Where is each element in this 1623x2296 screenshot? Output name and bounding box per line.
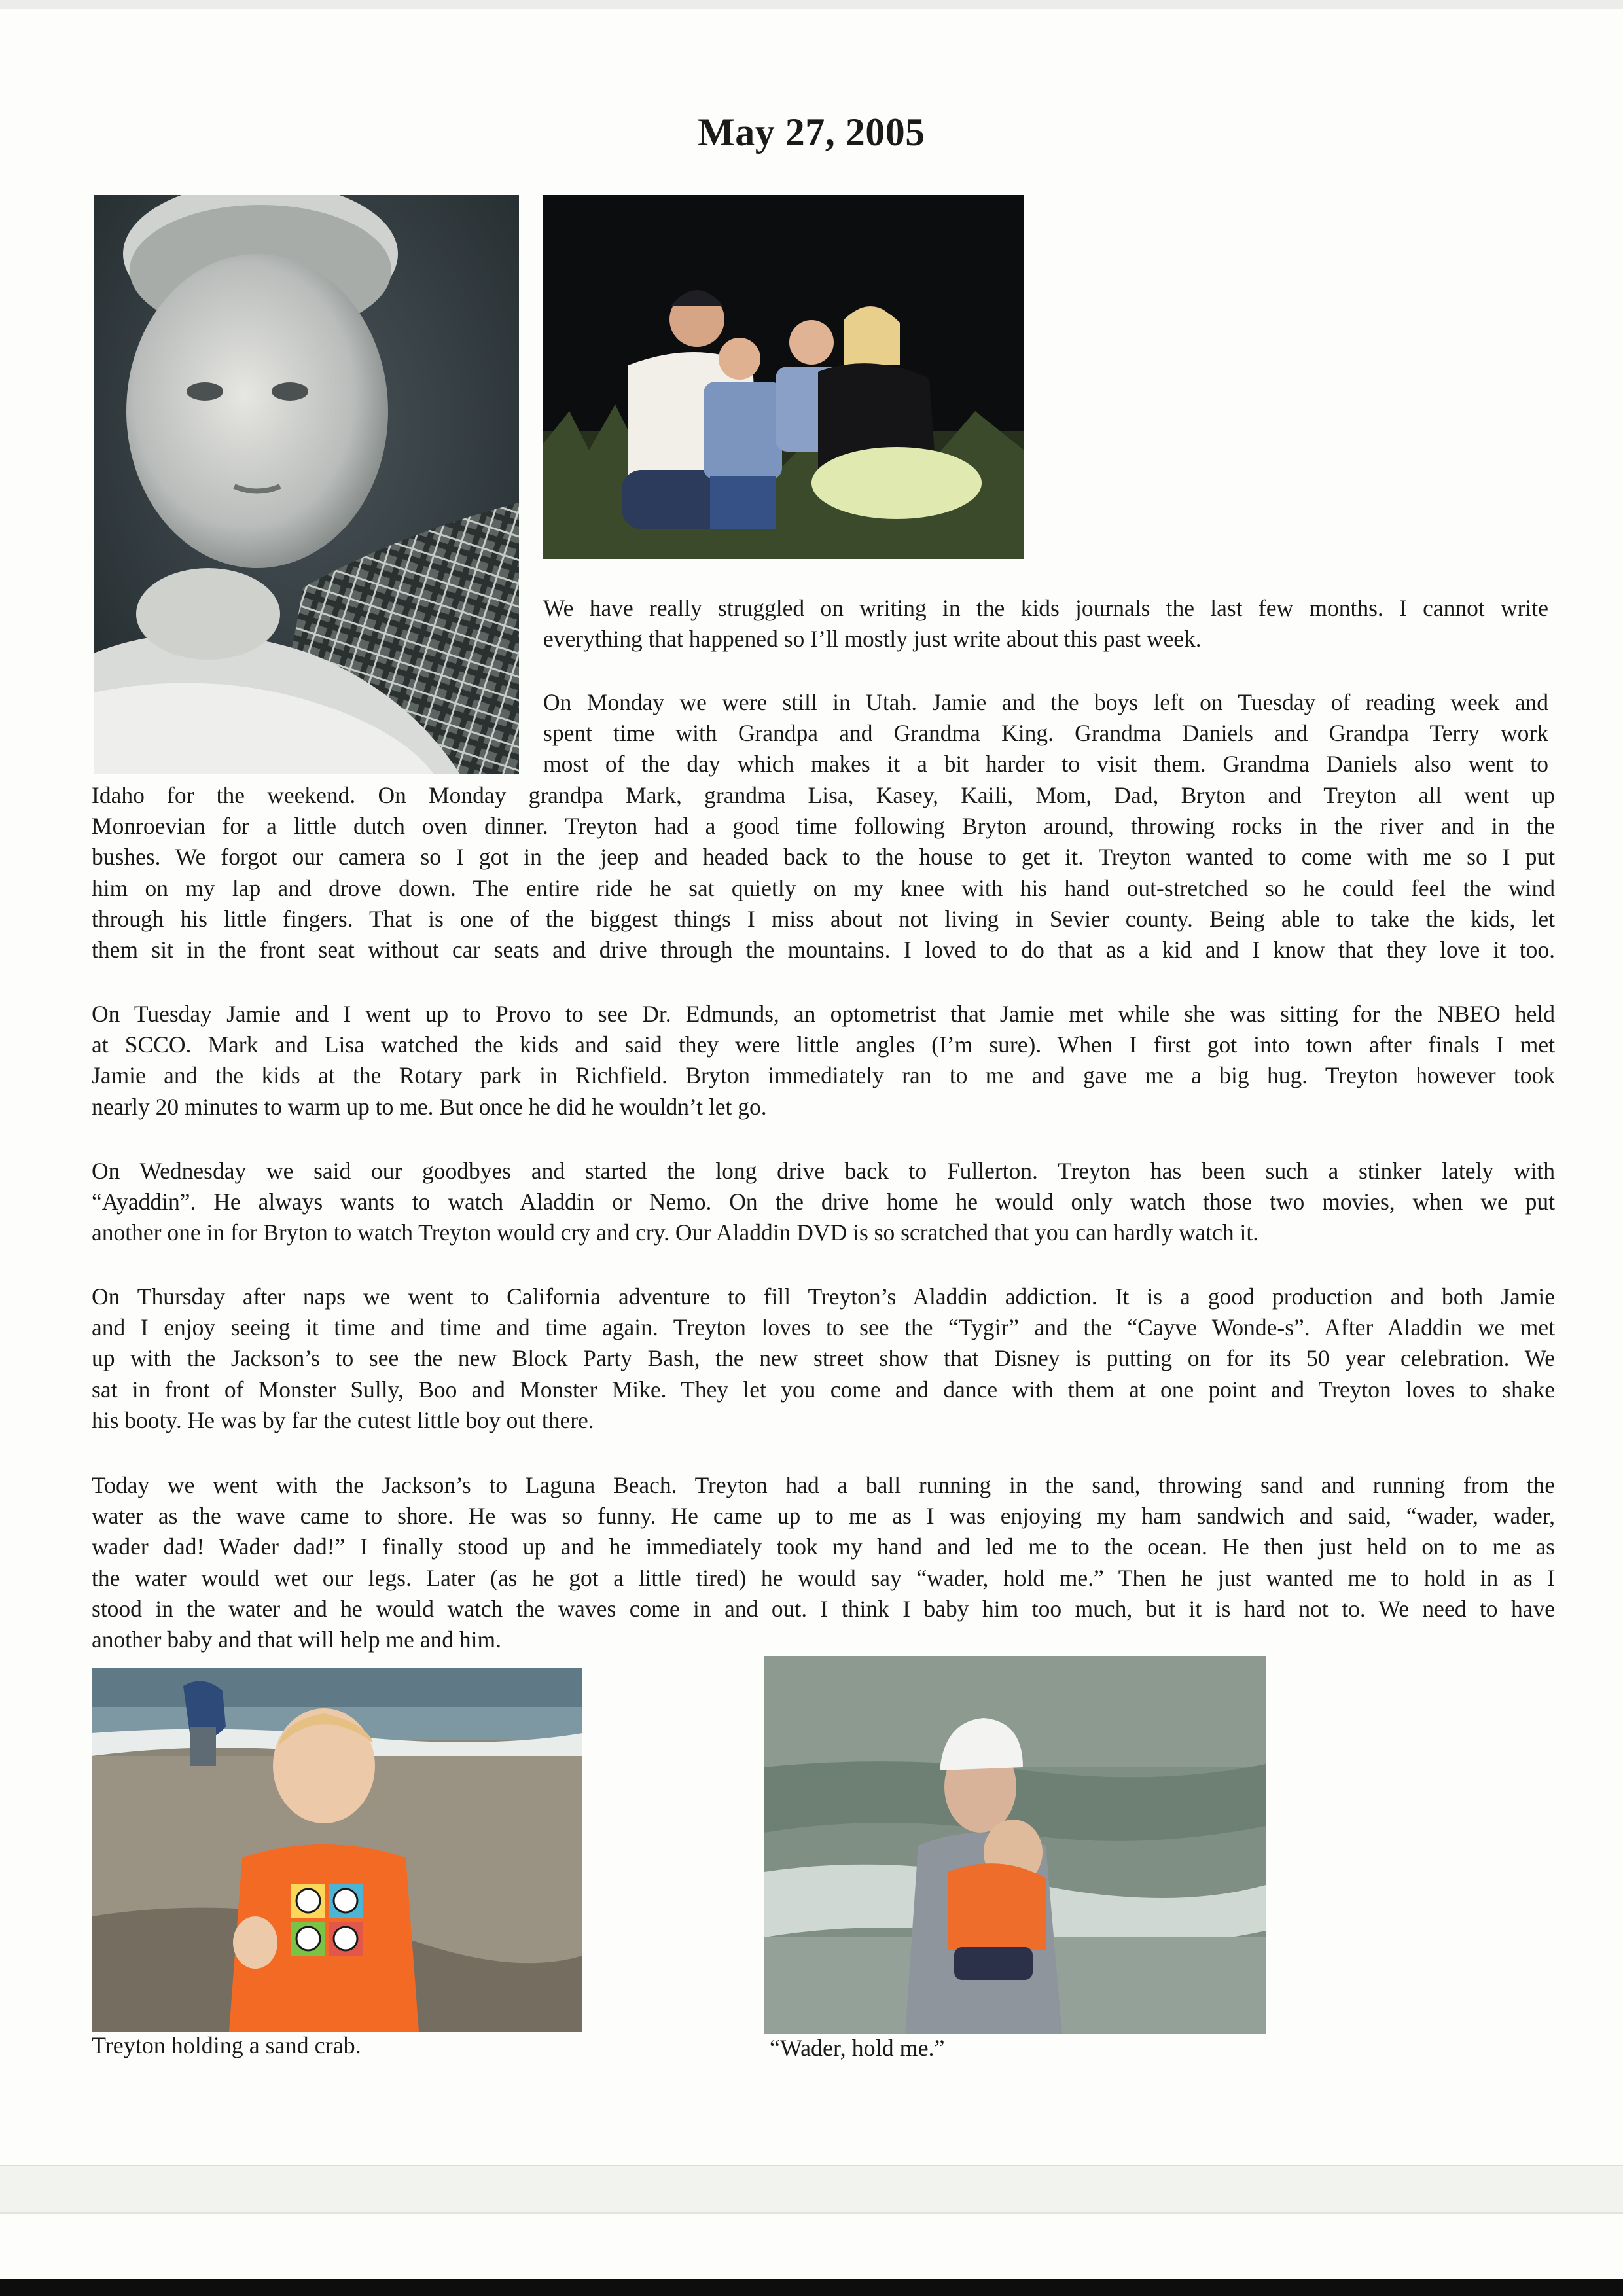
text-line: Today we went with the Jackson’s to Laguna Beach. Treyton had a ball running in the sand, throwing sand and running from the <box>92 1472 1555 1498</box>
page-bottom-strip <box>0 2279 1623 2296</box>
text-line: most of the day which makes it a bit harder to visit them. Grandma Daniels also went to <box>543 751 1548 778</box>
text-line: Idaho for the weekend. On Monday grandpa Mark, grandma Lisa, Kasey, Kaili, Mom, Dad, Bryton and Treyton all went up <box>92 782 1555 808</box>
journal-paragraph-4 <box>92 1156 1555 1249</box>
text-line: On Monday we were still in Utah. Jamie and the boys left on Tuesday of reading week and <box>543 689 1548 715</box>
page-top-edge <box>0 0 1623 9</box>
text-line: Jamie and the kids at the Rotary park in Richfield. Bryton immediately ran to me and gave me a big hug. Treyton however took <box>92 1062 1555 1089</box>
text-line: him on my lap and drove down. The entire ride he sat quietly on my knee with his hand out-stretched so he could feel the wind <box>92 874 1555 901</box>
text-line: nearly 20 minutes to warm up to me. But once he did he wouldn’t let go. <box>92 1093 767 1120</box>
page-bottom-band <box>0 2165 1623 2214</box>
portrait-photo <box>94 195 519 774</box>
text-line: We have really struggled on writing in the kids journals the last few months. I cannot write <box>543 595 1548 621</box>
text-line: On Wednesday we said our goodbyes and started the long drive back to Fullerton. Treyton has been such a stinker lately with <box>92 1158 1555 1184</box>
text-line: and I enjoy seeing it time and time and time again. Treyton loves to see the “Tygir” and the “Cayve Wonde-s”. After Aladdin we met <box>92 1314 1555 1341</box>
journal-paragraph-2-full <box>92 780 1555 965</box>
text-line: another baby and that will help me and him. <box>92 1626 502 1653</box>
beach-photo-wader-hold-me <box>764 1656 1266 2034</box>
journal-paragraph-2-indented <box>543 687 1548 780</box>
text-line: them sit in the front seat without car seats and drive through the mountains. I loved to do that as a kid and I know that they love it too. <box>92 936 1555 963</box>
beach-photo-sand-crab <box>92 1668 582 2032</box>
text-line: spent time with Grandpa and Grandma King. Grandma Daniels and Grandpa Terry work <box>543 720 1548 747</box>
caption-wader-hold-me: “Wader, hold me.” <box>770 2035 945 2061</box>
text-line: at SCCO. Mark and Lisa watched the kids and said they were little angles (I’m sure). When I first got into town after finals I met <box>92 1031 1555 1058</box>
text-line: the water would wet our legs. Later (as he got a little tired) he would say “wader, hold me.” Then he just wanted me to hold in as I <box>92 1564 1555 1591</box>
text-line: his booty. He was by far the cutest little boy out there. <box>92 1407 594 1433</box>
caption-sand-crab: Treyton holding a sand crab. <box>92 2032 361 2058</box>
text-line: On Tuesday Jamie and I went up to Provo to see Dr. Edmunds, an optometrist that Jamie met while she was sitting for the NBEO held <box>92 1001 1555 1027</box>
family-photo <box>543 195 1024 559</box>
page-title: May 27, 2005 <box>698 111 925 154</box>
journal-paragraph-6 <box>92 1470 1555 1655</box>
text-line: through his little fingers. That is one of the biggest things I miss about not living in Sevier county. Being able to take the kids, let <box>92 905 1555 932</box>
text-line: Monroevian for a little dutch oven dinner. Treyton had a good time following Bryton around, throwing rocks in the river and in the <box>92 813 1555 840</box>
text-line: “Ayaddin”. He always wants to watch Aladdin or Nemo. On the drive home he would only watch those two movies, when we put <box>92 1189 1555 1215</box>
text-line: sat in front of Monster Sully, Boo and Monster Mike. They let you come and dance with them at one point and Treyton loves to shake <box>92 1376 1555 1403</box>
text-line: On Thursday after naps we went to California adventure to fill Treyton’s Aladdin addiction. It is a good production and both Jamie <box>92 1283 1555 1310</box>
journal-paragraph-1 <box>543 593 1548 655</box>
text-line: wader dad! Wader dad!” I finally stood up and he immediately took my hand and led me to the ocean. He then just held on to me as <box>92 1534 1555 1560</box>
text-line: bushes. We forgot our camera so I got in the jeep and headed back to the house to get it. Treyton wanted to come with me so I put <box>92 844 1555 870</box>
text-line: everything that happened so I’ll mostly just write about this past week. <box>543 626 1202 653</box>
text-line: water as the wave came to shore. He was so funny. He came up to me as I was enjoying my ham sandwich and said, “wader, wader, <box>92 1503 1555 1530</box>
journal-paragraph-3 <box>92 999 1555 1122</box>
text-line: stood in the water and he would watch the waves come in and out. I think I baby him too much, but it is hard not to. We need to have <box>92 1595 1555 1622</box>
text-line: up with the Jackson’s to see the new Block Party Bash, the new street show that Disney is putting on for its 50 year celebration. We <box>92 1345 1555 1372</box>
journal-paragraph-5 <box>92 1282 1555 1436</box>
text-line: another one in for Bryton to watch Treyton would cry and cry. Our Aladdin DVD is so scratched that you can hardly watch it. <box>92 1219 1259 1246</box>
